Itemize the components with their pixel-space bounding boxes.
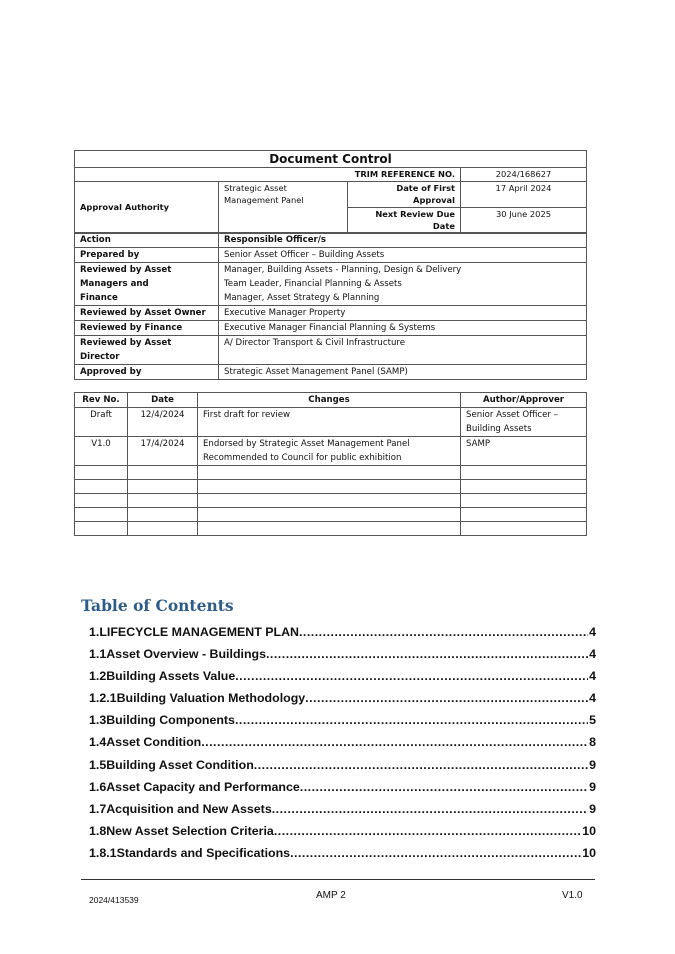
- responsible-officers-table: [74, 232, 587, 380]
- empty-cell: [128, 522, 198, 536]
- empty-cell: [128, 508, 198, 522]
- empty-cell: [198, 508, 461, 522]
- toc-entry[interactable]: [89, 647, 596, 669]
- toc-dot-leader: [266, 647, 588, 661]
- toc-dot-leader: [201, 735, 588, 749]
- toc-entry-label: Asset Condition: [106, 735, 202, 750]
- action-cell: Reviewed by Finance: [75, 321, 219, 336]
- rev-no-cell: V1.0: [75, 437, 128, 466]
- toc-entry[interactable]: [89, 846, 596, 868]
- officer-line: Manager, Building Assets - Planning, Design & Delivery: [224, 265, 462, 275]
- toc-entry-page: 4: [589, 669, 596, 684]
- toc-dot-leader: [305, 691, 588, 705]
- officer-line: Manager, Asset Strategy & Planning: [224, 293, 380, 303]
- toc-entry-label: Building Components: [106, 713, 235, 728]
- toc-entry-label: Building Asset Condition: [106, 757, 254, 772]
- column-header-rev-no: Rev No.: [75, 393, 128, 408]
- officer-line: Senior Asset Officer – Building Assets: [224, 250, 385, 260]
- toc-entry-number: 1.2: [89, 669, 107, 684]
- empty-cell: [128, 494, 198, 508]
- toc-dot-leader: [235, 713, 588, 727]
- changes-cell: [198, 408, 461, 437]
- toc-entry-label: Asset Overview - Buildings: [106, 647, 266, 662]
- responsible-officer-cell: [219, 306, 587, 321]
- first-approval-label: Date of First Approval: [348, 181, 461, 207]
- action-cell: Reviewed by Asset Director: [75, 336, 219, 365]
- changes-cell: [198, 437, 461, 466]
- toc-entry-page: 4: [589, 625, 596, 639]
- toc-entry-page: 4: [589, 691, 596, 706]
- toc-entry-page: 9: [589, 801, 596, 816]
- toc-entry-page: 9: [589, 779, 596, 794]
- footer-divider: [81, 879, 595, 880]
- toc-entry[interactable]: [89, 824, 596, 846]
- action-cell: Prepared by: [75, 248, 219, 263]
- toc-entry-label: Building Assets Value: [106, 669, 236, 684]
- responsible-officer-cell: [219, 336, 587, 365]
- table-row: [75, 437, 587, 466]
- toc-entry[interactable]: [89, 669, 596, 691]
- toc-entry-number: 1.5: [89, 757, 107, 772]
- table-row: [75, 248, 587, 263]
- toc-dot-leader: [290, 846, 581, 860]
- table-row: [75, 321, 587, 336]
- changes-line: Endorsed by Strategic Asset Management Panel: [203, 439, 410, 449]
- toc-entry[interactable]: [89, 735, 596, 757]
- table-row: [75, 306, 587, 321]
- officer-line: Executive Manager Financial Planning & Systems: [224, 323, 436, 333]
- empty-cell: [198, 480, 461, 494]
- empty-table-row: [75, 480, 587, 494]
- changes-line: First draft for review: [203, 410, 291, 420]
- approval-authority-value: Strategic Asset Management Panel: [219, 181, 348, 233]
- toc-dot-leader: [272, 802, 588, 816]
- toc-entry[interactable]: [89, 713, 596, 735]
- toc-dot-leader: [299, 625, 588, 639]
- responsible-officer-cell: [219, 321, 587, 336]
- approval-authority-label: Approval Authority: [75, 181, 219, 233]
- first-approval-value: 17 April 2024: [461, 181, 587, 207]
- empty-cell: [128, 480, 198, 494]
- officer-line: Strategic Asset Management Panel (SAMP): [224, 367, 408, 377]
- toc-entry[interactable]: [89, 802, 596, 824]
- action-cell: Reviewed by Asset Owner: [75, 306, 219, 321]
- rev-no-cell: Draft: [75, 408, 128, 437]
- changes-line: Recommended to Council for public exhibition: [203, 453, 402, 463]
- trim-reference-label: TRIM REFERENCE NO.: [75, 168, 461, 182]
- toc-heading: Table of Contents: [81, 596, 234, 615]
- column-header-action: Action: [75, 233, 219, 248]
- toc-entry-page: 9: [589, 757, 596, 772]
- toc-entry-page: 8: [589, 735, 596, 750]
- toc-entry-label: Asset Capacity and Performance: [106, 779, 300, 794]
- toc-entry-number: 1.7: [89, 801, 107, 816]
- empty-table-row: [75, 508, 587, 522]
- empty-cell: [75, 508, 128, 522]
- action-cell: Approved by: [75, 365, 219, 380]
- action-cell: Reviewed by Asset Managers and Finance: [75, 263, 219, 306]
- table-row: [75, 336, 587, 365]
- empty-cell: [461, 466, 587, 480]
- toc-entry-number: 1.6: [89, 779, 107, 794]
- empty-cell: [198, 466, 461, 480]
- toc-dot-leader: [274, 824, 581, 838]
- table-of-contents: [89, 625, 596, 868]
- empty-cell: [461, 494, 587, 508]
- toc-entry-label: Acquisition and New Assets: [106, 801, 272, 816]
- date-cell: 17/4/2024: [128, 437, 198, 466]
- author-line: Building Assets: [466, 424, 532, 434]
- toc-entry-page: 10: [582, 845, 596, 860]
- toc-entry[interactable]: [89, 758, 596, 780]
- toc-entry-label: New Asset Selection Criteria: [106, 823, 274, 838]
- responsible-officer-cell: [219, 263, 587, 306]
- table-row: [75, 365, 587, 380]
- toc-entry[interactable]: [89, 625, 596, 647]
- empty-cell: [75, 480, 128, 494]
- column-header-author-approver: Author/Approver: [461, 393, 587, 408]
- table-row: [75, 408, 587, 437]
- toc-entry-label: Building Valuation Methodology: [116, 691, 306, 706]
- toc-entry-number: 1.8: [89, 823, 107, 838]
- empty-cell: [198, 522, 461, 536]
- toc-entry[interactable]: [89, 780, 596, 802]
- toc-entry-number: 1.8.1: [89, 845, 117, 860]
- toc-entry-number: 1.4: [89, 735, 107, 750]
- officer-line: Team Leader, Financial Planning & Assets: [224, 279, 402, 289]
- table-row: [75, 263, 587, 306]
- officer-line: A/ Director Transport & Civil Infrastructure: [224, 338, 406, 348]
- empty-table-row: [75, 466, 587, 480]
- toc-entry-number: 1.2.1: [89, 691, 117, 706]
- empty-table-row: [75, 494, 587, 508]
- empty-cell: [75, 494, 128, 508]
- responsible-officer-cell: [219, 365, 587, 380]
- toc-dot-leader: [235, 669, 588, 683]
- responsible-officer-cell: [219, 248, 587, 263]
- toc-entry-page: 4: [589, 647, 596, 662]
- next-review-value: 30 June 2025: [461, 207, 587, 233]
- author-approver-cell: [461, 408, 587, 437]
- empty-cell: [75, 522, 128, 536]
- revision-history-table: [74, 392, 587, 536]
- empty-cell: [461, 522, 587, 536]
- toc-entry-page: 5: [589, 713, 596, 728]
- next-review-label: Next Review Due Date: [348, 207, 461, 233]
- column-header-responsible-officers: Responsible Officer/s: [219, 233, 587, 248]
- toc-entry-label: LIFECYCLE MANAGEMENT PLAN: [99, 625, 299, 639]
- empty-cell: [198, 494, 461, 508]
- column-header-changes: Changes: [198, 393, 461, 408]
- document-control-title: Document Control: [75, 151, 587, 168]
- officer-line: Executive Manager Property: [224, 308, 346, 318]
- author-line: SAMP: [466, 439, 491, 449]
- empty-cell: [128, 466, 198, 480]
- column-header-date: Date: [128, 393, 198, 408]
- toc-entry-label: Standards and Specifications: [116, 845, 291, 860]
- empty-cell: [461, 508, 587, 522]
- trim-reference-value: 2024/168627: [461, 168, 587, 182]
- toc-entry[interactable]: [89, 691, 596, 713]
- empty-cell: [461, 480, 587, 494]
- toc-entry-number: 1.3: [89, 713, 107, 728]
- footer-document-reference: 2024/413539: [89, 895, 139, 905]
- toc-dot-leader: [254, 758, 588, 772]
- document-control-table: [74, 150, 587, 234]
- date-cell: 12/4/2024: [128, 408, 198, 437]
- toc-entry-page: 10: [582, 823, 596, 838]
- footer-version: V1.0: [562, 890, 583, 901]
- empty-cell: [75, 466, 128, 480]
- toc-dot-leader: [300, 780, 588, 794]
- toc-entry-number: 1.: [89, 625, 100, 639]
- author-approver-cell: [461, 437, 587, 466]
- empty-table-row: [75, 522, 587, 536]
- toc-entry-number: 1.1: [89, 647, 107, 662]
- author-line: Senior Asset Officer –: [466, 410, 558, 420]
- footer-page-label: AMP 2: [316, 890, 346, 901]
